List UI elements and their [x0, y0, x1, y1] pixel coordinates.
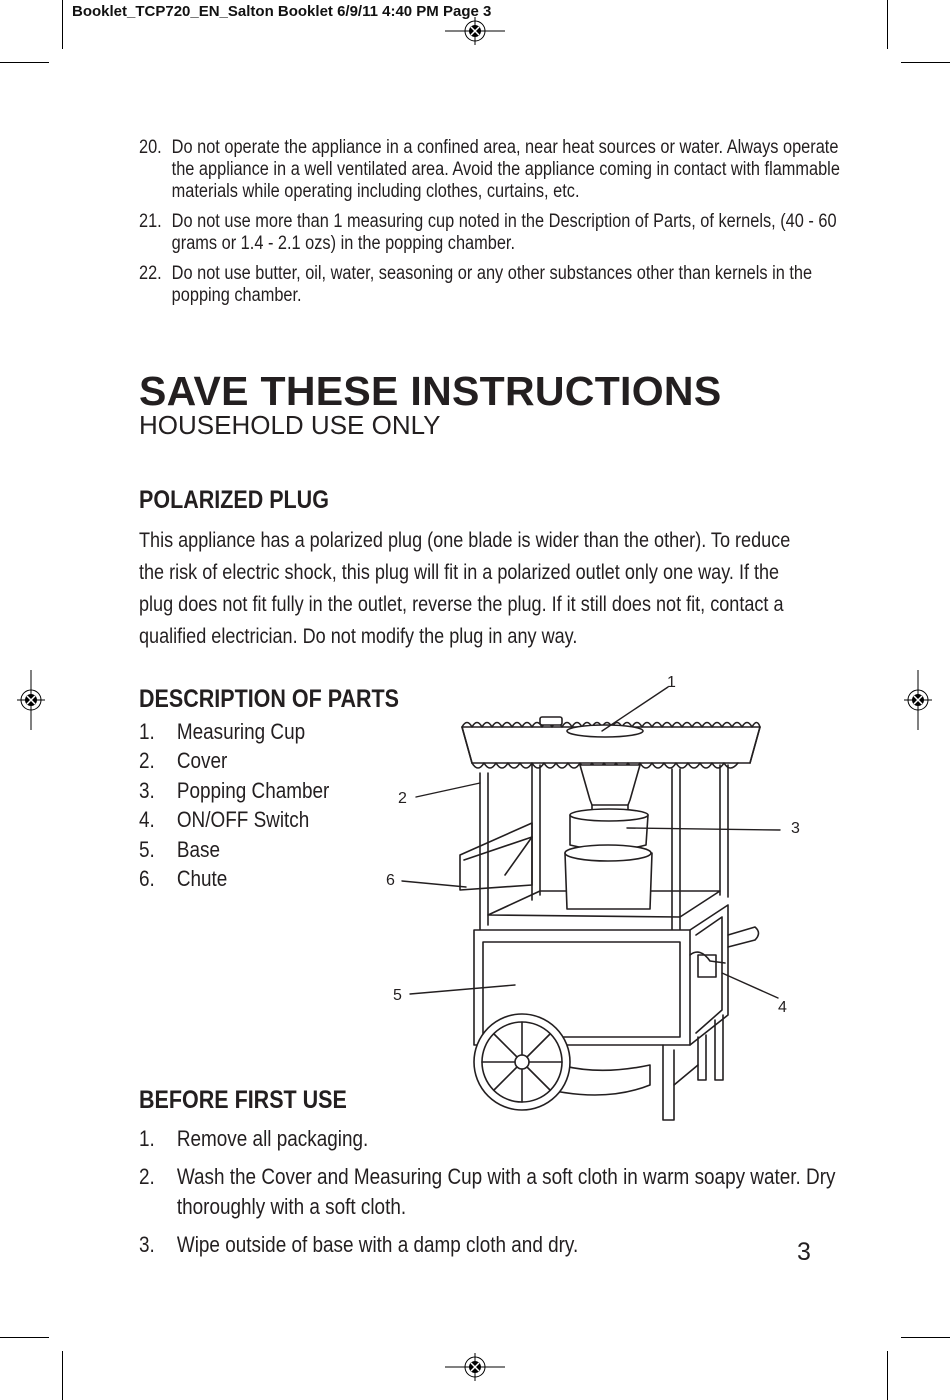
crop-mark [62, 0, 63, 49]
before-first-use-heading: BEFORE FIRST USE [139, 1086, 347, 1114]
list-item [139, 1230, 865, 1260]
item-number: 5. [139, 836, 155, 862]
item-number: 21. [139, 211, 162, 232]
item-number: 4. [139, 807, 155, 833]
item-text: Wipe outside of base with a damp cloth and dry. [176, 1232, 579, 1257]
crop-mark [0, 62, 49, 63]
callout-label: 3 [791, 820, 800, 837]
popcorn-cart-diagram [380, 665, 810, 1125]
list-item [139, 263, 842, 307]
item-number: 6. [139, 865, 155, 891]
item-number: 3. [139, 1232, 155, 1257]
list-item [139, 1162, 865, 1222]
callout-label: 1 [667, 674, 676, 691]
crop-mark [887, 0, 888, 49]
item-label: ON/OFF Switch [176, 807, 310, 833]
crop-mark [901, 1337, 950, 1338]
crop-mark [0, 1337, 49, 1338]
cart-chute [460, 823, 532, 890]
cart-chute [505, 837, 532, 875]
item-text: Do not use more than 1 measuring cup noted in the Description of Parts, of kernels, (40 - 60 grams or 1.4 - 2.1 ozs) in the popping chamber. [171, 211, 837, 254]
cart-leg [674, 1065, 698, 1085]
callout-leader [627, 828, 780, 830]
item-number: 3. [139, 777, 155, 803]
item-label: Cover [176, 748, 228, 774]
item-text: Do not operate the appliance in a confined area, near heat sources or water. Always operate the appliance in a well ventilated area. Avoid the appliance coming in contact with flammable materials while operating including clothes, curtains, etc. [171, 137, 840, 202]
safety-warnings-list [139, 137, 840, 315]
callout-leader [416, 783, 480, 797]
item-number: 2. [139, 748, 155, 774]
cart-handle [728, 927, 759, 947]
cart-leg [698, 1035, 706, 1080]
registration-mark-icon [904, 670, 932, 730]
print-slug: Booklet_TCP720_EN_Salton Booklet 6/9/11 4:40 PM Page 3 [72, 3, 492, 20]
crop-mark [901, 62, 950, 63]
item-label: Base [176, 836, 220, 862]
item-number: 1. [139, 1126, 155, 1151]
item-text: Wash the Cover and Measuring Cup with a soft cloth in warm soapy water. Dry thoroughly with a soft cloth. [176, 1164, 836, 1219]
list-item [139, 211, 842, 255]
household-use-subtitle: HOUSEHOLD USE ONLY [139, 410, 441, 440]
save-instructions-title: SAVE THESE INSTRUCTIONS [139, 368, 722, 414]
list-item [139, 1124, 865, 1154]
callout-label: 5 [393, 987, 402, 1004]
item-number: 20. [139, 137, 162, 158]
callout-label: 4 [778, 999, 787, 1016]
item-number: 22. [139, 263, 162, 284]
registration-mark-icon [445, 1353, 505, 1381]
callout-label: 2 [398, 790, 407, 807]
crop-mark [887, 1351, 888, 1400]
list-item [139, 137, 842, 203]
item-number: 2. [139, 1164, 155, 1189]
polarized-plug-heading: POLARIZED PLUG [139, 486, 329, 514]
polarized-plug-text: This appliance has a polarized plug (one blade is wider than the other). To reduce the risk of electric shock, this plug will fit in a polarized outlet only one way. If the plug does not fit fully in the outlet, reverse the plug. If it still does not fit, contact a qualified electrician. Do not modify the plug in any way. [139, 529, 791, 648]
description-of-parts-heading: DESCRIPTION OF PARTS [139, 685, 400, 713]
callout-leader [402, 881, 466, 887]
registration-mark-icon [17, 670, 45, 730]
measuring-cup-handle [540, 717, 562, 725]
item-text: Remove all packaging. [176, 1126, 369, 1151]
item-number: 1. [139, 719, 155, 744]
popping-chamber [580, 765, 640, 805]
cart-leg [663, 1045, 674, 1120]
popping-chamber [565, 845, 651, 861]
measuring-cup [567, 725, 643, 737]
callout-label: 6 [386, 872, 395, 889]
registration-mark-icon [445, 17, 505, 45]
crop-mark [62, 1351, 63, 1400]
popping-chamber [570, 809, 648, 821]
item-label: Measuring Cup [176, 719, 306, 744]
page-number: 3 [797, 1238, 811, 1266]
callout-leader [602, 687, 668, 731]
item-text: Do not use butter, oil, water, seasoning or any other substances other than kernels in the popping chamber. [171, 263, 813, 306]
item-label: Chute [176, 865, 228, 891]
item-label: Popping Chamber [176, 777, 330, 803]
callout-leader [722, 973, 778, 998]
